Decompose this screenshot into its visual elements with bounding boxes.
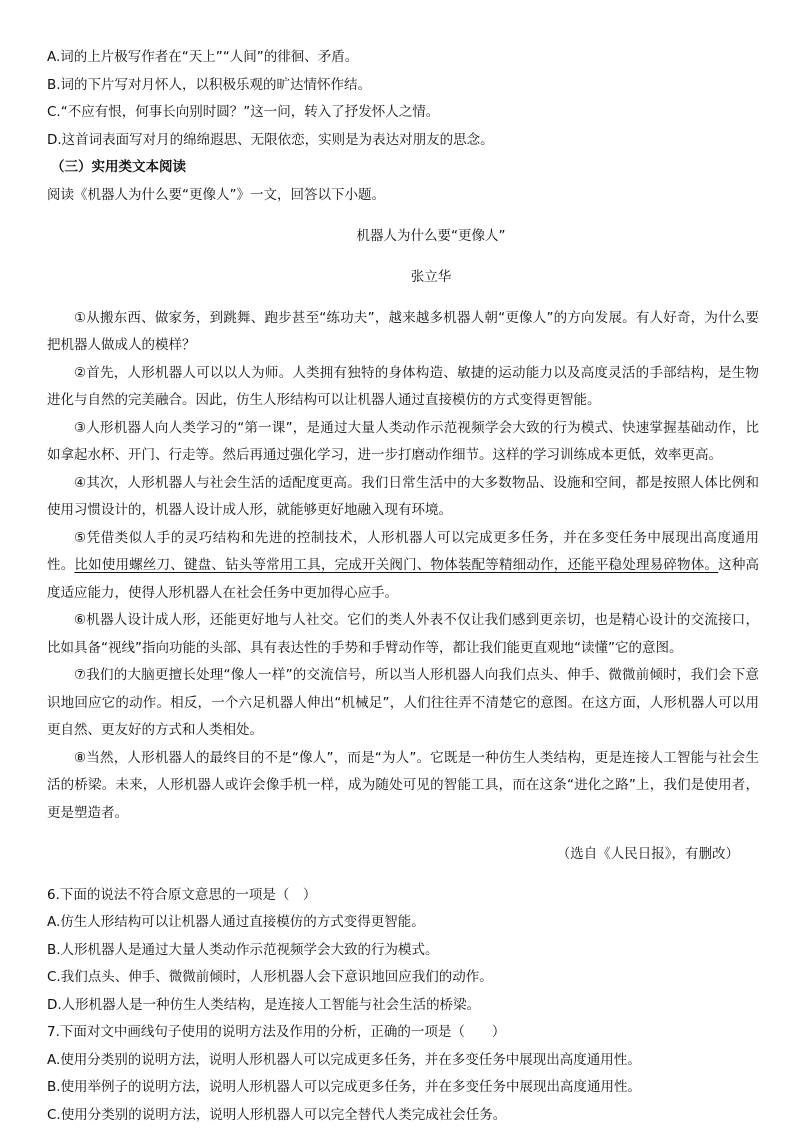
question-7-stem: 7.下面对文中画线句子使用的说明方法及作用的分析，正确的一项是（ ） [47, 1019, 759, 1047]
question-6-option-c: C.我们点头、伸手、微微前倾时，人形机器人会下意识地回应我们的动作。 [47, 964, 759, 992]
underlined-sentence: 比如使用螺丝刀、键盘、钻头等常用工具，完成开关阀门、物体装配等精细动作，还能平稳处理易碎物体。 [74, 557, 718, 573]
article [47, 223, 759, 869]
article-paragraph-4: ④其次，人形机器人与社会生活的适配度更高。我们日常生活中的大多数物品、设施和空间，都是按照人体比例和使用习惯设计的，机器人设计成人形，就能够更好地融入现有环境。 [47, 470, 759, 525]
article-paragraph-3: ③人形机器人向人类学习的“第一课”，是通过大量人类动作示范视频学会大致的行为模式、快速掌握基础动作，比如拿起水杯、开门、行走等。然后再通过强化学习，进一步打磨动作细节。这样的学习训练成本更低，效率更高。 [47, 415, 759, 470]
paragraph-5-text: ⑤凭借类似人手的灵巧结构和先进的控制技术，人形机器人可以完成更多任务，并在多变任务中展现出高度通用性。 [47, 530, 759, 574]
reading-instruction: 阅读《机器人为什么要“更像人”》一文，回答以下小题。 [47, 182, 759, 210]
exam-page [47, 44, 759, 1129]
question-6-option-a: A.仿生人形结构可以让机器人通过直接模仿的方式变得更智能。 [47, 909, 759, 937]
section-heading: （三）实用类文本阅读 [47, 154, 759, 182]
option-b: B.词的下片写对月怀人，以积极乐观的旷达情怀作结。 [47, 72, 759, 100]
article-title: 机器人为什么要“更像人” [47, 223, 759, 251]
question-7-option-a: A.使用分类别的说明方法，说明人形机器人可以完成更多任务，并在多变任务中展现出高度通用性。 [47, 1047, 759, 1075]
paragraph-5-text-end: 这种高度适应能力，使得人形机器人在社会任务中更加得心应手。 [47, 557, 759, 601]
article-paragraph-6: ⑥机器人设计成人形，还能更好地与人社交。它们的类人外表不仅让我们感到更亲切，也是精心设计的交流接口，比如具备“视线”指向功能的头部、具有表达性的手势和手臂动作等，都让我们能更直观地“读懂”它的意图。 [47, 607, 759, 662]
question-6-option-d: D.人形机器人是一种仿生人类结构，是连接人工智能与社会生活的桥梁。 [47, 992, 759, 1020]
question-6-option-b: B.人形机器人是通过大量人类动作示范视频学会大致的行为模式。 [47, 937, 759, 965]
article-author: 张立华 [47, 264, 759, 292]
article-paragraph-5 [47, 525, 759, 608]
question-6-stem: 6.下面的说法不符合原文意思的一项是（ ） [47, 882, 759, 910]
option-a: A.词的上片极写作者在“天上”“人间”的徘徊、矛盾。 [47, 44, 759, 72]
question-7 [47, 1019, 759, 1129]
article-paragraph-2: ②首先，人形机器人可以以人为师。人类拥有独特的身体构造、敏捷的运动能力以及高度灵活的手部结构，是生物进化与自然的完美融合。因此，仿生人形结构可以让机器人通过直接模仿的方式变得更智能。 [47, 360, 759, 415]
previous-question-options [47, 44, 759, 154]
question-7-option-b: B.使用举例子的说明方法，说明人形机器人可以完成更多任务，并在多变任务中展现出高度通用性。 [47, 1074, 759, 1102]
option-d: D.这首词表面写对月的绵绵遐思、无限依恋，实则是为表达对朋友的思念。 [47, 127, 759, 155]
article-paragraph-1: ①从搬东西、做家务，到跳舞、跑步甚至“练功夫”，越来越多机器人朝“更像人”的方向发展。有人好奇，为什么要把机器人做成人的模样？ [47, 305, 759, 360]
article-paragraph-8: ⑧当然，人形机器人的最终目的不是“像人”，而是“为人”。它既是一种仿生人类结构，更是连接人工智能与社会生活的桥梁。未来，人形机器人或许会像手机一样，成为随处可见的智能工具，而在这条“进化之路”上，我们是使用者，更是塑造者。 [47, 745, 759, 828]
option-c: C.“不应有恨，何事长向别时圆？”这一问，转入了抒发怀人之情。 [47, 99, 759, 127]
article-source: （选自《人民日报》，有删改） [47, 841, 759, 869]
article-paragraph-7: ⑦我们的大脑更擅长处理“像人一样”的交流信号，所以当人形机器人向我们点头、伸手、微微前倾时，我们会下意识地回应它的动作。相反，一个六足机器人伸出“机械足”，人们往往弄不清楚它的意图。在这方面，人形机器人可以用更自然、更友好的方式和人类相处。 [47, 662, 759, 745]
question-7-option-c: C.使用分类别的说明方法，说明人形机器人可以完全替代人类完成社会任务。 [47, 1102, 759, 1129]
question-6 [47, 882, 759, 1020]
